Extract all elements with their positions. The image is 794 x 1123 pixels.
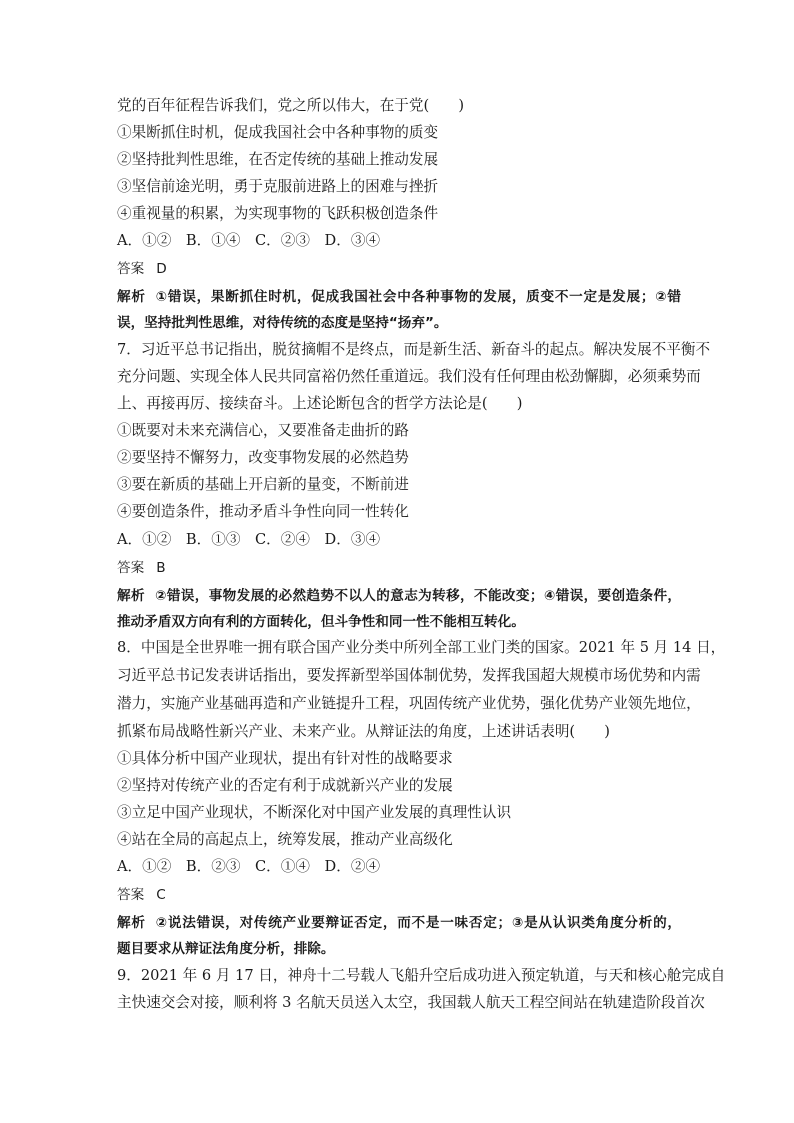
answer-label: 答案 bbox=[117, 887, 145, 903]
question-7-stem-line-1: 7．习近平总书记指出，脱贫摘帽不是终点，而是新生活、新奋斗的起点。解决发展不平衡不 bbox=[117, 341, 711, 358]
question-7-stem-line-3: 上、再接再厉、接续奋斗。上述论断包含的哲学方法论是( ) bbox=[117, 395, 523, 412]
answer-value: D bbox=[156, 261, 167, 277]
question-8-option-4: ④站在全局的高起点上，统筹发展，推动产业高级化 bbox=[117, 831, 453, 848]
question-7-option-4: ④要创造条件，推动矛盾斗争性向同一性转化 bbox=[117, 503, 409, 520]
analysis-text: ②错误，事物发展的必然趋势不以人的意志为转移，不能改变；④错误，要创造条件， bbox=[154, 588, 681, 604]
answer-value: C bbox=[156, 887, 166, 903]
analysis-label: 解析 bbox=[117, 289, 146, 305]
analysis-text: ②说法错误，对传统产业要辩证否定，而不是一味否定；③是从认识类角度分析的， bbox=[155, 915, 681, 931]
question-6-option-4: ④重视量的积累，为实现事物的飞跃积极创造条件 bbox=[117, 205, 439, 222]
question-6-choices: A．①② B．①④ C．②③ D．③④ bbox=[117, 232, 381, 249]
question-7-option-2: ②要坚持不懈努力，改变事物发展的必然趋势 bbox=[117, 449, 409, 466]
question-6-analysis-line-1 bbox=[117, 287, 681, 307]
question-8-choices: A．①② B．②③ C．①④ D．②④ bbox=[117, 858, 381, 875]
analysis-label: 解析 bbox=[117, 915, 146, 931]
question-7-option-1: ①既要对未来充满信心，又要准备走曲折的路 bbox=[117, 422, 409, 439]
question-8-stem-line-3: 潜力，实施产业基础再造和产业链提升工程，巩固传统产业优势，强化优势产业领先地位， bbox=[117, 695, 701, 712]
analysis-text: ①错误，果断抓住时机，促成我国社会中各种事物的发展，质变不一定是发展；②错 bbox=[155, 289, 681, 305]
question-7-analysis-line-1 bbox=[117, 586, 681, 606]
question-7-choices: A．①② B．①③ C．②④ D．③④ bbox=[117, 531, 381, 548]
question-8-analysis-line-1 bbox=[117, 913, 681, 933]
question-6-stem: 党的百年征程告诉我们，党之所以伟大，在于党( ) bbox=[117, 97, 465, 114]
question-9-stem-line-2: 主快速交会对接，顺利将 3 名航天员送入太空，我国载人航天工程空间站在轨建造阶段首次 bbox=[117, 994, 705, 1011]
question-6-option-1: ①果断抓住时机，促成我国社会中各种事物的质变 bbox=[117, 124, 439, 141]
answer-value: B bbox=[156, 560, 166, 576]
analysis-label: 解析 bbox=[117, 588, 145, 604]
question-8-answer bbox=[117, 885, 166, 905]
answer-label: 答案 bbox=[117, 261, 145, 277]
question-6-answer bbox=[117, 259, 167, 279]
question-8-option-1: ①具体分析中国产业现状，提出有针对性的战略要求 bbox=[117, 750, 453, 767]
question-9-stem-line-1: 9．2021 年 6 月 17 日，神舟十二号载人飞船升空后成功进入预定轨道，与天和核心舱完成自 bbox=[117, 967, 726, 984]
question-6-option-2: ②坚持批判性思维，在否定传统的基础上推动发展 bbox=[117, 151, 439, 168]
question-8-stem-line-4: 抓紧布局战略性新兴产业、未来产业。从辩证法的角度，上述讲话表明( ) bbox=[117, 723, 610, 740]
answer-label: 答案 bbox=[117, 560, 145, 576]
question-8-stem-line-2: 习近平总书记发表讲话指出，要发挥新型举国体制优势，发挥我国超大规模市场优势和内需 bbox=[117, 667, 701, 684]
question-7-analysis-line-2: 推动矛盾双方向有利的方面转化，但斗争性和同一性不能相互转化。 bbox=[117, 614, 525, 630]
question-8-option-2: ②坚持对传统产业的否定有利于成就新兴产业的发展 bbox=[117, 777, 453, 794]
question-7-option-3: ③要在新质的基础上开启新的量变，不断前进 bbox=[117, 476, 409, 493]
question-7-stem-line-2: 充分问题、实现全体人民共同富裕仍然任重道远。我们没有任何理由松劲懈脚，必须乘势而 bbox=[117, 368, 701, 385]
question-8-analysis-line-2: 题目要求从辩证法角度分析，排除。 bbox=[117, 941, 335, 957]
question-8-stem-line-1: 8．中国是全世界唯一拥有联合国产业分类中所列全部工业门类的国家。2021 年 5 月 14 日， bbox=[117, 639, 726, 656]
question-6-option-3: ③坚信前途光明，勇于克服前进路上的困难与挫折 bbox=[117, 178, 439, 195]
question-7-answer bbox=[117, 558, 166, 578]
question-6-analysis-line-2: 误，坚持批判性思维，对待传统的态度是坚持“扬弃”。 bbox=[117, 315, 448, 331]
question-8-option-3: ③立足中国产业现状，不断深化对中国产业发展的真理性认识 bbox=[117, 804, 512, 821]
